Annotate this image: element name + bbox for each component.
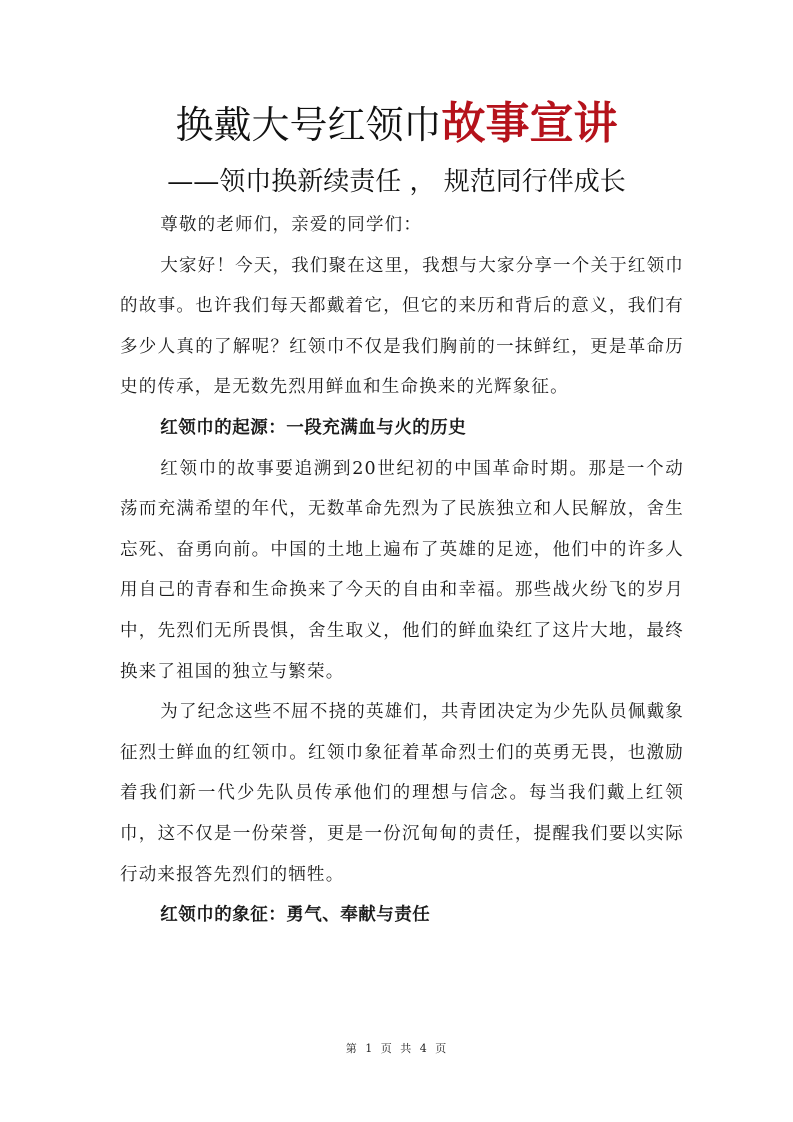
greeting-paragraph: 尊敬的老师们，亲爱的同学们： [160, 215, 423, 235]
origin-paragraph: 红领巾的故事要追溯到20世纪初的中国革命时期。那是一个动荡而充满希望的年代，无数革命先烈为了民族独立和人民解放，舍生忘死、奋勇向前。中国的土地上遍布了英雄的足迹，他们中的许多人用自己的青春和生命换来了今天的自由和幸福。那些战火纷飞的岁月中，先烈们无所畏惧，舍生取义，他们的鲜血染红了这片大地，最终换来了祖国的独立与繁荣。 [120, 458, 684, 682]
page-footer: 第 1 页 共 4 页 [345, 1042, 448, 1055]
section-heading-origin: 红领巾的起源：一段充满血与火的历史 [160, 417, 467, 438]
section-heading-symbolism: 红领巾的象征：勇气、奉献与责任 [160, 905, 431, 926]
intro-paragraph: 大家好！今天，我们聚在这里，我想与大家分享一个关于红领巾的故事。也许我们每天都戴着它，但它的来历和背后的意义，我们有多少人真的了解呢？红领巾不仅是我们胸前的一抹鲜红，更是革命历史的传承，是无数先烈用鲜血和生命换来的光辉象征。 [120, 255, 684, 398]
title-highlight: 故事宣讲 [441, 98, 618, 149]
commemoration-paragraph: 为了纪念这些不屈不挠的英雄们，共青团决定为少先队员佩戴象征烈士鲜血的红领巾。红领巾象征着革命烈士们的英勇无畏，也激励着我们新一代少先队员传承他们的理想与信念。每当我们戴上红领巾，这不仅是一份荣誉，更是一份沉甸甸的责任，提醒我们要以实际行动来报答先烈们的牺牲。 [120, 702, 684, 885]
document-subtitle: ——领巾换新续责任 ， 规范同行伴成长 [167, 167, 626, 197]
title-main: 换戴大号红领巾 [175, 103, 442, 147]
document-title [0, 96, 793, 153]
document-body [120, 205, 684, 936]
